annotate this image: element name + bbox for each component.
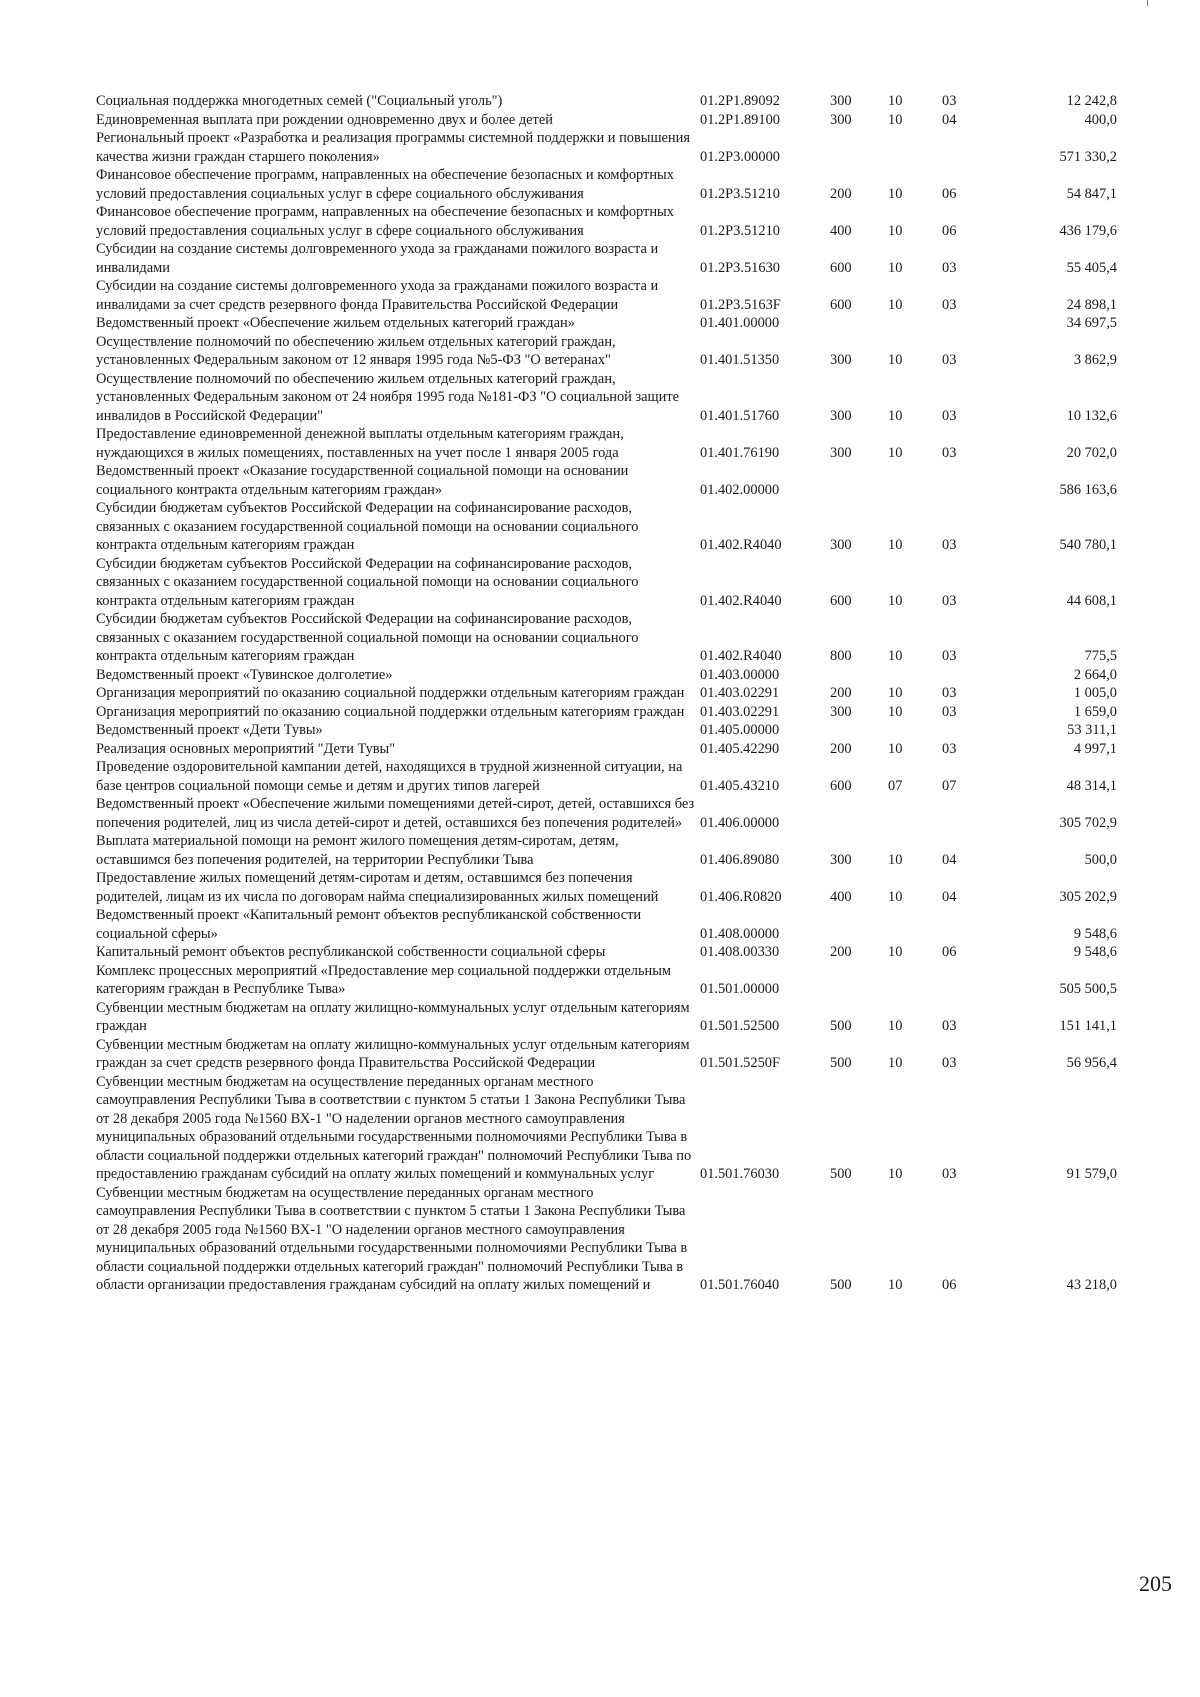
table-row: [96, 999, 1121, 1036]
row-name: Предоставление жилых помещений детям-сиротам и детям, оставшимся без попечения родителей, лицам из их числа по договорам найма специализированных жилых помещений: [96, 870, 659, 905]
row-amount: 10 132,6: [1066, 407, 1117, 424]
row-name: Субвенции местным бюджетам на оплату жилищно-коммунальных услуг отдельным категориям граждан: [96, 999, 690, 1034]
row-amount: 55 405,4: [1066, 259, 1117, 276]
row-name: Региональный проект «Разработка и реализация программы системной поддержки и повышения качества жизни граждан старшего поколения»: [96, 130, 690, 165]
row-amount: 24 898,1: [1066, 296, 1117, 313]
row-subsection: 03: [942, 259, 957, 276]
row-subsection: 03: [942, 444, 957, 461]
row-code: 01.2P3.51210: [700, 222, 780, 239]
row-subsection: 03: [942, 685, 957, 701]
table-row: [96, 869, 1121, 906]
table-row: [96, 721, 1121, 740]
row-subsection: 03: [942, 93, 957, 109]
row-amount: 775,5: [1084, 648, 1117, 664]
row-amount: 2 664,0: [1073, 666, 1117, 683]
row-name: Осуществление полномочий по обеспечению жильем отдельных категорий граждан, установленных Федеральным законом от 12 января 1995 года №5-ФЗ "О ветеранах": [96, 333, 616, 368]
row-code: 01.2P3.51210: [700, 185, 780, 202]
page-number: 205: [1139, 1571, 1172, 1596]
row-code: 01.402.00000: [700, 481, 780, 498]
row-amount: 54 847,1: [1066, 185, 1117, 202]
row-expense-type: 200: [830, 685, 852, 701]
row-expense-type: 300: [830, 407, 852, 424]
row-code: 01.406.R0820: [700, 888, 782, 905]
row-expense-type: 500: [830, 1166, 852, 1182]
row-subsection: 04: [942, 111, 957, 128]
table-row: [96, 1036, 1121, 1073]
table-row: [96, 240, 1121, 277]
table-row: [96, 943, 1121, 962]
row-code: 01.2P3.5163F: [700, 296, 781, 313]
row-name: Проведение оздоровительной кампании детей, находящихся в трудной жизненной ситуации, на базе центров социальной помощи семье и детям и других типов лагерей: [96, 759, 683, 794]
table-row: [96, 425, 1121, 462]
row-amount: 48 314,1: [1066, 777, 1117, 794]
row-code: 01.403.00000: [700, 666, 780, 683]
row-name: Реализация основных мероприятий "Дети Тувы": [96, 740, 396, 757]
table-row: [96, 610, 1121, 666]
row-amount: 1 659,0: [1073, 703, 1117, 720]
row-name: Организация мероприятий по оказанию социальной поддержки отдельным категориям граждан: [96, 685, 685, 701]
row-expense-type: 300: [830, 444, 852, 461]
row-section: 10: [888, 703, 903, 720]
row-subsection: 03: [942, 648, 957, 664]
row-code: 01.2P3.00000: [700, 148, 780, 165]
row-code: 01.405.43210: [700, 777, 780, 794]
row-section: 10: [888, 259, 903, 276]
row-name: Ведомственный проект «Дети Тувы»: [96, 722, 323, 738]
table-row: [96, 166, 1121, 203]
budget-table: [96, 92, 1121, 1295]
table-row: [96, 703, 1121, 722]
row-subsection: 06: [942, 185, 957, 202]
row-name: Ведомственный проект «Обеспечение жильем отдельных категорий граждан»: [96, 315, 575, 331]
row-subsection: 04: [942, 851, 957, 868]
row-section: 10: [888, 1018, 903, 1034]
row-code: 01.501.76040: [700, 1277, 780, 1293]
row-amount: 305 702,9: [1059, 814, 1117, 831]
row-name: Капитальный ремонт объектов республиканской собственности социальной сферы: [96, 944, 606, 960]
table-row: [96, 906, 1121, 943]
row-name: Субвенции местным бюджетам на осуществление переданных органам местного самоуправления Республики Тыва в соответствии с пунктом 5 статьи 1 Закона Республики Тыва от 28 декабря 2005 года №1560 ВХ-1 "О наделении органов местного самоуправления муниципальных образований отдельными государственными полномочиями Республики Тыва в области социальной поддержки отдельных категорий граждан" полномочий Республики Тыва по предоставлению гражданам субсидий на оплату жилых помещений и коммунальных услуг: [96, 1073, 692, 1182]
row-expense-type: 500: [830, 1055, 852, 1071]
row-amount: 505 500,5: [1059, 981, 1117, 997]
row-section: 10: [888, 444, 903, 461]
row-subsection: 03: [942, 407, 957, 424]
row-section: 10: [888, 888, 903, 905]
row-amount: 305 202,9: [1059, 888, 1117, 905]
row-subsection: 03: [942, 703, 957, 720]
row-section: 10: [888, 296, 903, 313]
row-name: Ведомственный проект «Тувинское долголетие»: [96, 666, 393, 683]
row-expense-type: 600: [830, 592, 852, 609]
row-code: 01.2P3.51630: [700, 259, 780, 276]
row-code: 01.403.02291: [700, 685, 780, 701]
row-name: Осуществление полномочий по обеспечению жильем отдельных категорий граждан, установленных Федеральным законом от 24 ноября 1995 года №181-ФЗ "О социальной защите инвалидов в Российской Федерации": [96, 370, 680, 424]
row-amount: 9 548,6: [1073, 944, 1117, 960]
row-expense-type: 300: [830, 352, 852, 368]
row-code: 01.408.00330: [700, 944, 780, 960]
row-section: 10: [888, 851, 903, 868]
table-row: [96, 684, 1121, 703]
table-row: [96, 203, 1121, 240]
row-code: 01.402.R4040: [700, 537, 782, 553]
row-section: 10: [888, 185, 903, 202]
row-amount: 586 163,6: [1059, 481, 1117, 498]
row-section: 10: [888, 1055, 903, 1071]
row-expense-type: 600: [830, 259, 852, 276]
row-code: 01.408.00000: [700, 925, 780, 942]
row-expense-type: 600: [830, 777, 852, 794]
row-subsection: 03: [942, 1018, 957, 1034]
row-section: 10: [888, 352, 903, 368]
row-amount: 3 862,9: [1073, 352, 1117, 368]
row-code: 01.401.00000: [700, 315, 780, 331]
row-name: Ведомственный проект «Капитальный ремонт объектов республиканской собственности социальной сферы»: [96, 907, 642, 942]
row-subsection: 07: [942, 777, 957, 794]
row-expense-type: 400: [830, 222, 852, 239]
row-section: 10: [888, 111, 903, 128]
row-subsection: 03: [942, 592, 957, 609]
table-row: [96, 795, 1121, 832]
row-code: 01.2P1.89092: [700, 93, 780, 109]
row-section: 07: [888, 777, 903, 794]
row-name: Организация мероприятий по оказанию социальной поддержки отдельным категориям граждан: [96, 703, 685, 720]
margin-mark: [1147, 0, 1148, 6]
row-subsection: 03: [942, 296, 957, 313]
row-amount: 43 218,0: [1066, 1277, 1117, 1293]
row-code: 01.406.89080: [700, 851, 780, 868]
row-section: 10: [888, 592, 903, 609]
row-name: Субсидии на создание системы долговременного ухода за гражданами пожилого возраста и инвалидами: [96, 241, 659, 276]
row-code: 01.406.00000: [700, 814, 780, 831]
row-amount: 12 242,8: [1066, 93, 1117, 109]
row-amount: 44 608,1: [1066, 592, 1117, 609]
table-row: [96, 962, 1121, 999]
row-section: 10: [888, 222, 903, 239]
row-subsection: 06: [942, 944, 957, 960]
row-code: 01.501.52500: [700, 1018, 780, 1034]
row-name: Субсидии бюджетам субъектов Российской Федерации на софинансирование расходов, связанных с оказанием государственной социальной помощи на основании социального контракта отдельным категориям граждан: [96, 500, 639, 553]
row-expense-type: 200: [830, 740, 852, 757]
table-row: [96, 555, 1121, 611]
row-amount: 9 548,6: [1073, 925, 1117, 942]
row-name: Субсидии бюджетам субъектов Российской Федерации на софинансирование расходов, связанных с оказанием государственной социальной помощи на основании социального контракта отдельным категориям граждан: [96, 555, 639, 609]
row-amount: 571 330,2: [1059, 148, 1117, 165]
row-code: 01.501.5250F: [700, 1055, 780, 1071]
row-expense-type: 200: [830, 944, 852, 960]
row-code: 01.402.R4040: [700, 648, 782, 664]
table-row: [96, 832, 1121, 869]
row-expense-type: 500: [830, 1018, 852, 1034]
row-amount: 53 311,1: [1067, 722, 1117, 738]
row-section: 10: [888, 93, 903, 109]
row-subsection: 03: [942, 352, 957, 368]
row-subsection: 06: [942, 222, 957, 239]
row-section: 10: [888, 740, 903, 757]
row-name: Ведомственный проект «Оказание государственной социальной помощи на основании социального контракта отдельным категориям граждан»: [96, 463, 629, 498]
row-section: 10: [888, 407, 903, 424]
table-row: [96, 370, 1121, 426]
row-expense-type: 300: [830, 111, 852, 128]
row-name: Финансовое обеспечение программ, направленных на обеспечение безопасных и комфортных условий предоставления социальных услуг в сфере социального обслуживания: [96, 167, 674, 202]
row-name: Единовременная выплата при рождении одновременно двух и более детей: [96, 111, 553, 128]
row-amount: 400,0: [1084, 111, 1117, 128]
row-name: Субвенции местным бюджетам на осуществление переданных органам местного самоуправления Республики Тыва в соответствии с пунктом 5 статьи 1 Закона Республики Тыва от 28 декабря 2005 года №1560 ВХ-1 "О наделении органов местного самоуправления муниципальных образований отдельными государственными полномочиями Республики Тыва в области социальной поддержки отдельных категорий граждан" полномочий Республики Тыва в области организации предоставления гражданам субсидий на оплату жилых помещений и: [96, 1184, 688, 1293]
row-name: Субвенции местным бюджетам на оплату жилищно-коммунальных услуг отдельным категориям граждан за счет средств резервного фонда Правительства Российской Федерации: [96, 1036, 690, 1071]
table-row: [96, 314, 1121, 333]
row-name: Ведомственный проект «Обеспечение жилыми помещениями детей-сирот, детей, оставшихся без попечения родителей, лиц из числа детей-сирот и детей, оставшихся без попечения родителей»: [96, 796, 695, 831]
row-section: 10: [888, 685, 903, 701]
table-row: [96, 111, 1121, 130]
row-section: 10: [888, 648, 903, 664]
row-section: 10: [888, 944, 903, 960]
row-code: 01.401.51350: [700, 352, 780, 368]
row-subsection: 03: [942, 537, 957, 553]
row-subsection: 06: [942, 1277, 957, 1293]
row-expense-type: 300: [830, 537, 852, 553]
row-expense-type: 300: [830, 93, 852, 109]
row-amount: 436 179,6: [1059, 222, 1117, 239]
row-name: Выплата материальной помощи на ремонт жилого помещения детям-сиротам, детям, оставшимся без попечения родителей, на территории Республики Тыва: [96, 833, 619, 868]
table-row: [96, 129, 1121, 166]
row-amount: 4 997,1: [1073, 740, 1117, 757]
row-name: Финансовое обеспечение программ, направленных на обеспечение безопасных и комфортных условий предоставления социальных услуг в сфере социального обслуживания: [96, 204, 674, 239]
table-row: [96, 1073, 1121, 1184]
row-code: 01.501.76030: [700, 1166, 780, 1182]
row-name: Субсидии бюджетам субъектов Российской Федерации на софинансирование расходов, связанных с оказанием государственной социальной помощи на основании социального контракта отдельным категориям граждан: [96, 611, 639, 664]
row-name: Комплекс процессных мероприятий «Предоставление мер социальной поддержки отдельным категориям граждан в Республике Тыва»: [96, 962, 672, 997]
table-row: [96, 740, 1121, 759]
row-name: Субсидии на создание системы долговременного ухода за гражданами пожилого возраста и инвалидами за счет средств резервного фонда Правительства Российской Федерации: [96, 278, 659, 313]
row-amount: 151 141,1: [1059, 1018, 1117, 1034]
table-row: [96, 92, 1121, 111]
row-amount: 500,0: [1084, 851, 1117, 868]
row-name: Предоставление единовременной денежной выплаты отдельным категориям граждан, нуждающихся в жилых помещениях, поставленных на учет после 1 января 2005 года: [96, 426, 624, 461]
row-expense-type: 300: [830, 851, 852, 868]
row-expense-type: 200: [830, 185, 852, 202]
row-code: 01.401.76190: [700, 444, 780, 461]
row-code: 01.405.00000: [700, 722, 780, 738]
row-amount: 91 579,0: [1066, 1166, 1117, 1182]
row-expense-type: 800: [830, 648, 852, 664]
row-expense-type: 500: [830, 1277, 852, 1293]
row-name: Социальная поддержка многодетных семей ("Социальный уголь"): [96, 93, 503, 109]
row-amount: 56 956,4: [1066, 1055, 1117, 1071]
row-code: 01.501.00000: [700, 981, 780, 997]
row-subsection: 03: [942, 740, 957, 757]
table-row: [96, 499, 1121, 555]
row-section: 10: [888, 1277, 903, 1293]
row-amount: 20 702,0: [1066, 444, 1117, 461]
row-section: 10: [888, 1166, 903, 1182]
row-code: 01.2P1.89100: [700, 111, 780, 128]
row-amount: 34 697,5: [1066, 315, 1117, 331]
row-code: 01.401.51760: [700, 407, 780, 424]
row-expense-type: 300: [830, 703, 852, 720]
row-expense-type: 400: [830, 888, 852, 905]
table-row: [96, 758, 1121, 795]
row-subsection: 04: [942, 888, 957, 905]
row-code: 01.402.R4040: [700, 592, 782, 609]
row-subsection: 03: [942, 1055, 957, 1071]
table-row: [96, 1184, 1121, 1295]
row-subsection: 03: [942, 1166, 957, 1182]
row-section: 10: [888, 537, 903, 553]
table-row: [96, 462, 1121, 499]
row-expense-type: 600: [830, 296, 852, 313]
table-row: [96, 666, 1121, 685]
row-amount: 1 005,0: [1073, 685, 1117, 701]
table-row: [96, 333, 1121, 370]
row-code: 01.403.02291: [700, 703, 780, 720]
row-amount: 540 780,1: [1059, 537, 1117, 553]
table-row: [96, 277, 1121, 314]
row-code: 01.405.42290: [700, 740, 780, 757]
